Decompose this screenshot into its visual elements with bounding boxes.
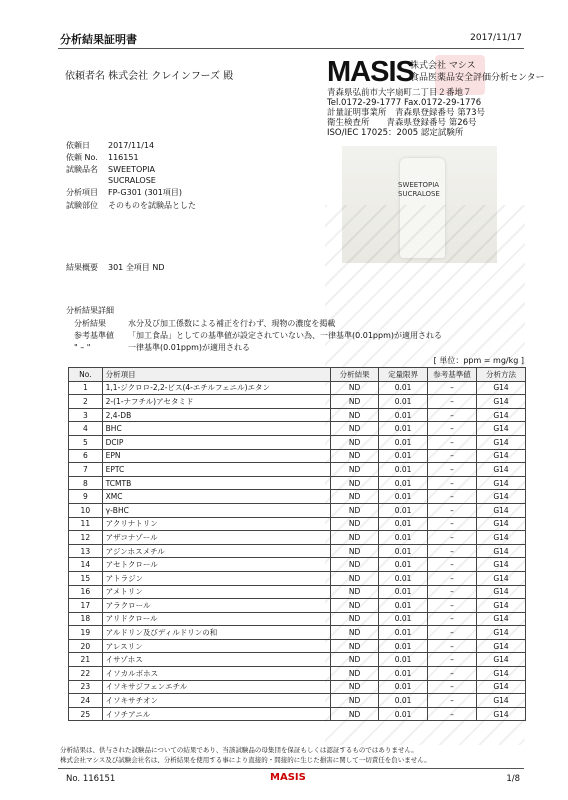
info-row: 依頼 No. 116151 xyxy=(66,153,139,162)
table-row xyxy=(69,449,526,463)
cell-method: G14 xyxy=(477,585,526,599)
cell-result: ND xyxy=(331,463,379,477)
client-name: 依頼者名 株式会社 クレインフーズ 殿 xyxy=(65,71,234,82)
cell-no: 23 xyxy=(69,680,103,694)
cell-item: 1,1-ジクロロ-2,2-ビス(4-エチルフェニル)エタン xyxy=(102,381,331,395)
cell-limit: 0.01 xyxy=(379,680,428,694)
page-number: 1/8 xyxy=(506,774,520,784)
cell-method: G14 xyxy=(477,435,526,449)
cell-reference: – xyxy=(428,694,477,708)
cell-result: ND xyxy=(331,395,379,409)
cell-limit: 0.01 xyxy=(379,612,428,626)
table-row xyxy=(69,707,526,721)
cell-limit: 0.01 xyxy=(379,626,428,640)
cell-no: 9 xyxy=(69,490,103,504)
cell-item: イサゾホス xyxy=(102,653,331,667)
footer-divider xyxy=(58,768,524,769)
table-row xyxy=(69,667,526,681)
lab-cert-1: 計量証明事業所 青森県登録番号 第73号 xyxy=(327,108,486,118)
cell-reference: – xyxy=(428,490,477,504)
cell-limit: 0.01 xyxy=(379,490,428,504)
cell-no: 5 xyxy=(69,435,103,449)
lab-iso: ISO/IEC 17025：2005 認定試験所 xyxy=(327,128,464,138)
cell-item: TCMTB xyxy=(102,476,331,490)
cell-method: G14 xyxy=(477,639,526,653)
cell-result: ND xyxy=(331,476,379,490)
cell-limit: 0.01 xyxy=(379,653,428,667)
cell-limit: 0.01 xyxy=(379,707,428,721)
cell-method: G14 xyxy=(477,571,526,585)
cell-reference: – xyxy=(428,395,477,409)
cell-method: G14 xyxy=(477,599,526,613)
cell-reference: – xyxy=(428,558,477,572)
cell-item: アジンホスメチル xyxy=(102,544,331,558)
cell-item: アクリナトリン xyxy=(102,517,331,531)
table-row xyxy=(69,544,526,558)
info-row: 試験部位 そのものを試験品とした xyxy=(66,201,196,210)
table-row xyxy=(69,599,526,613)
cell-item: DCIP xyxy=(102,435,331,449)
cell-limit: 0.01 xyxy=(379,599,428,613)
cell-no: 8 xyxy=(69,476,103,490)
cell-result: ND xyxy=(331,585,379,599)
cell-reference: – xyxy=(428,503,477,517)
cell-no: 21 xyxy=(69,653,103,667)
table-row xyxy=(69,395,526,409)
table-row xyxy=(69,517,526,531)
cell-reference: – xyxy=(428,599,477,613)
info-row: 分析項目 FP-G301 (301項目) xyxy=(66,188,182,197)
cell-result: ND xyxy=(331,612,379,626)
info-row: 試験品名 SWEETOPIA xyxy=(66,165,155,174)
cell-result: ND xyxy=(331,503,379,517)
cell-item: 2,4-DB xyxy=(102,408,331,422)
cell-reference: – xyxy=(428,626,477,640)
cell-item: EPN xyxy=(102,449,331,463)
cell-item: イソチアニル xyxy=(102,707,331,721)
cell-item: イソカルボホス xyxy=(102,667,331,681)
cell-result: ND xyxy=(331,408,379,422)
table-row xyxy=(69,408,526,422)
cell-item: アザコナゾール xyxy=(102,531,331,545)
lab-details xyxy=(327,88,485,138)
cell-item: EPTC xyxy=(102,463,331,477)
cell-item: アリドクロール xyxy=(102,612,331,626)
table-row xyxy=(69,463,526,477)
cell-result: ND xyxy=(331,599,379,613)
table-row xyxy=(69,639,526,653)
cell-limit: 0.01 xyxy=(379,422,428,436)
cell-reference: – xyxy=(428,612,477,626)
cell-result: ND xyxy=(331,517,379,531)
cell-limit: 0.01 xyxy=(379,531,428,545)
table-body xyxy=(69,381,526,721)
cell-no: 19 xyxy=(69,626,103,640)
cell-item: アラクロール xyxy=(102,599,331,613)
cell-item: アレスリン xyxy=(102,639,331,653)
cell-reference: – xyxy=(428,476,477,490)
table-row xyxy=(69,558,526,572)
cell-limit: 0.01 xyxy=(379,503,428,517)
table-row xyxy=(69,653,526,667)
cell-no: 3 xyxy=(69,408,103,422)
lab-center-name: 食品医薬品安全評価分析センター xyxy=(410,73,545,83)
cell-item: イソキサチオン xyxy=(102,694,331,708)
cell-reference: – xyxy=(428,531,477,545)
cell-method: G14 xyxy=(477,626,526,640)
col-reference-header: 参考基準値 xyxy=(428,368,477,382)
cell-result: ND xyxy=(331,680,379,694)
lab-cert-2: 衛生検査所 青森県登録番号 第26号 xyxy=(327,118,477,128)
issue-date: 2017/11/17 xyxy=(470,33,522,43)
detail-row: 参考基準値 「加工食品」としての基準値が設定されていない為、一律基準(0.01ppm)が適用される xyxy=(74,331,443,340)
cell-result: ND xyxy=(331,653,379,667)
cell-no: 22 xyxy=(69,667,103,681)
cell-reference: – xyxy=(428,422,477,436)
detail-row: " – " 一律基準(0.01ppm)が適用される xyxy=(74,343,251,352)
cell-no: 18 xyxy=(69,612,103,626)
details-heading: 分析結果詳細 xyxy=(66,306,114,315)
cell-reference: – xyxy=(428,449,477,463)
cell-result: ND xyxy=(331,667,379,681)
cell-method: G14 xyxy=(477,653,526,667)
document-title: 分析結果証明書 xyxy=(60,33,137,46)
cell-result: ND xyxy=(331,626,379,640)
cell-no: 24 xyxy=(69,694,103,708)
cell-reference: – xyxy=(428,639,477,653)
cell-method: G14 xyxy=(477,694,526,708)
table-row xyxy=(69,680,526,694)
cell-item: アトラジン xyxy=(102,571,331,585)
cell-reference: – xyxy=(428,680,477,694)
cell-method: G14 xyxy=(477,517,526,531)
table-row xyxy=(69,435,526,449)
lab-address: 青森県弘前市大字扇町二丁目２番地７ xyxy=(327,88,472,98)
cell-reference: – xyxy=(428,435,477,449)
cell-method: G14 xyxy=(477,408,526,422)
cell-method: G14 xyxy=(477,490,526,504)
footnote: 分析結果は、供与された試験品についての結果であり、当該試験品の母集団を保証もしくは認証するものではありません。 株式会社マシス及び試験会社名は、分析結果を使用する事により直接的・間接的に生じた損害に関して一切責任を負いません。 xyxy=(60,746,431,764)
cell-result: ND xyxy=(331,449,379,463)
cell-no: 13 xyxy=(69,544,103,558)
cell-result: ND xyxy=(331,544,379,558)
cell-limit: 0.01 xyxy=(379,667,428,681)
table-row xyxy=(69,476,526,490)
cell-item: 2-(1-ナフチル)アセタミド xyxy=(102,395,331,409)
unit-label: [ 単位：ppm = mg/kg ] xyxy=(433,356,524,365)
cell-result: ND xyxy=(331,435,379,449)
col-item-header: 分析項目 xyxy=(102,368,331,382)
cell-item: アルドリン及びディルドリンの和 xyxy=(102,626,331,640)
cell-method: G14 xyxy=(477,503,526,517)
cell-limit: 0.01 xyxy=(379,694,428,708)
cell-reference: – xyxy=(428,517,477,531)
cell-method: G14 xyxy=(477,612,526,626)
cell-item: XMC xyxy=(102,490,331,504)
cell-no: 15 xyxy=(69,571,103,585)
table-header-row xyxy=(69,368,526,382)
cell-item: BHC xyxy=(102,422,331,436)
cell-limit: 0.01 xyxy=(379,571,428,585)
cell-reference: – xyxy=(428,381,477,395)
cell-limit: 0.01 xyxy=(379,435,428,449)
cell-reference: – xyxy=(428,585,477,599)
bottle-label: SWEETOPIA SUCRALOSE xyxy=(398,181,440,198)
cell-no: 25 xyxy=(69,707,103,721)
cell-method: G14 xyxy=(477,463,526,477)
cell-result: ND xyxy=(331,694,379,708)
cell-no: 14 xyxy=(69,558,103,572)
request-info xyxy=(66,140,326,212)
cell-no: 2 xyxy=(69,395,103,409)
cell-result: ND xyxy=(331,558,379,572)
cell-item: アメトリン xyxy=(102,585,331,599)
lab-name-block xyxy=(410,60,545,84)
table-row xyxy=(69,571,526,585)
cell-result: ND xyxy=(331,639,379,653)
cell-limit: 0.01 xyxy=(379,639,428,653)
cell-result: ND xyxy=(331,490,379,504)
cell-method: G14 xyxy=(477,531,526,545)
cell-limit: 0.01 xyxy=(379,585,428,599)
table-row xyxy=(69,503,526,517)
info-row: 依頼日 2017/11/14 xyxy=(66,141,155,150)
detail-row: 分析結果 水分及び加工係数による補正を行わず、現物の濃度を掲載 xyxy=(74,319,336,328)
cell-limit: 0.01 xyxy=(379,544,428,558)
summary: 結果概要 301 全項目 ND xyxy=(66,263,165,272)
cell-limit: 0.01 xyxy=(379,517,428,531)
cell-reference: – xyxy=(428,408,477,422)
cell-no: 11 xyxy=(69,517,103,531)
cell-item: アセトクロール xyxy=(102,558,331,572)
cell-no: 1 xyxy=(69,381,103,395)
cell-method: G14 xyxy=(477,381,526,395)
cell-reference: – xyxy=(428,463,477,477)
col-result-header: 分析結果 xyxy=(331,368,379,382)
cell-method: G14 xyxy=(477,680,526,694)
cell-no: 4 xyxy=(69,422,103,436)
lab-phone-fax: Tel.0172-29-1777 Fax.0172-29-1776 xyxy=(327,98,482,108)
cell-no: 6 xyxy=(69,449,103,463)
cell-reference: – xyxy=(428,544,477,558)
cell-limit: 0.01 xyxy=(379,381,428,395)
cell-no: 17 xyxy=(69,599,103,613)
cell-limit: 0.01 xyxy=(379,395,428,409)
table-row xyxy=(69,422,526,436)
table-row xyxy=(69,585,526,599)
details-notes xyxy=(74,318,524,354)
cell-method: G14 xyxy=(477,667,526,681)
cell-no: 12 xyxy=(69,531,103,545)
cell-no: 20 xyxy=(69,639,103,653)
cell-reference: – xyxy=(428,707,477,721)
cell-method: G14 xyxy=(477,558,526,572)
cell-method: G14 xyxy=(477,544,526,558)
cell-reference: – xyxy=(428,653,477,667)
footer-logo: MASIS xyxy=(270,772,306,783)
cell-reference: – xyxy=(428,571,477,585)
col-limit-header: 定量限界 xyxy=(379,368,428,382)
info-row: SUCRALOSE xyxy=(108,176,156,185)
results-table xyxy=(68,367,526,721)
cell-no: 16 xyxy=(69,585,103,599)
cell-method: G14 xyxy=(477,707,526,721)
cell-limit: 0.01 xyxy=(379,408,428,422)
cell-reference: – xyxy=(428,667,477,681)
cell-no: 7 xyxy=(69,463,103,477)
cell-result: ND xyxy=(331,571,379,585)
cell-limit: 0.01 xyxy=(379,463,428,477)
col-no-header: No. xyxy=(69,368,103,382)
cell-limit: 0.01 xyxy=(379,558,428,572)
table-row xyxy=(69,490,526,504)
header-divider xyxy=(58,48,524,49)
cell-limit: 0.01 xyxy=(379,476,428,490)
cell-limit: 0.01 xyxy=(379,449,428,463)
cell-method: G14 xyxy=(477,449,526,463)
cell-no: 10 xyxy=(69,503,103,517)
cell-item: γ-BHC xyxy=(102,503,331,517)
table-row xyxy=(69,694,526,708)
table-row xyxy=(69,626,526,640)
lab-logo: MASIS xyxy=(327,56,414,88)
cell-result: ND xyxy=(331,531,379,545)
cell-result: ND xyxy=(331,381,379,395)
lab-company-name: 株式会社 マシス xyxy=(410,61,476,71)
cell-method: G14 xyxy=(477,395,526,409)
footer-request-no: No. 116151 xyxy=(66,774,116,784)
table-row xyxy=(69,531,526,545)
cell-result: ND xyxy=(331,422,379,436)
cell-item: イソキサジフェンエチル xyxy=(102,680,331,694)
col-method-header: 分析方法 xyxy=(477,368,526,382)
table-row xyxy=(69,381,526,395)
cell-method: G14 xyxy=(477,422,526,436)
table-row xyxy=(69,612,526,626)
cell-result: ND xyxy=(331,707,379,721)
cell-method: G14 xyxy=(477,476,526,490)
